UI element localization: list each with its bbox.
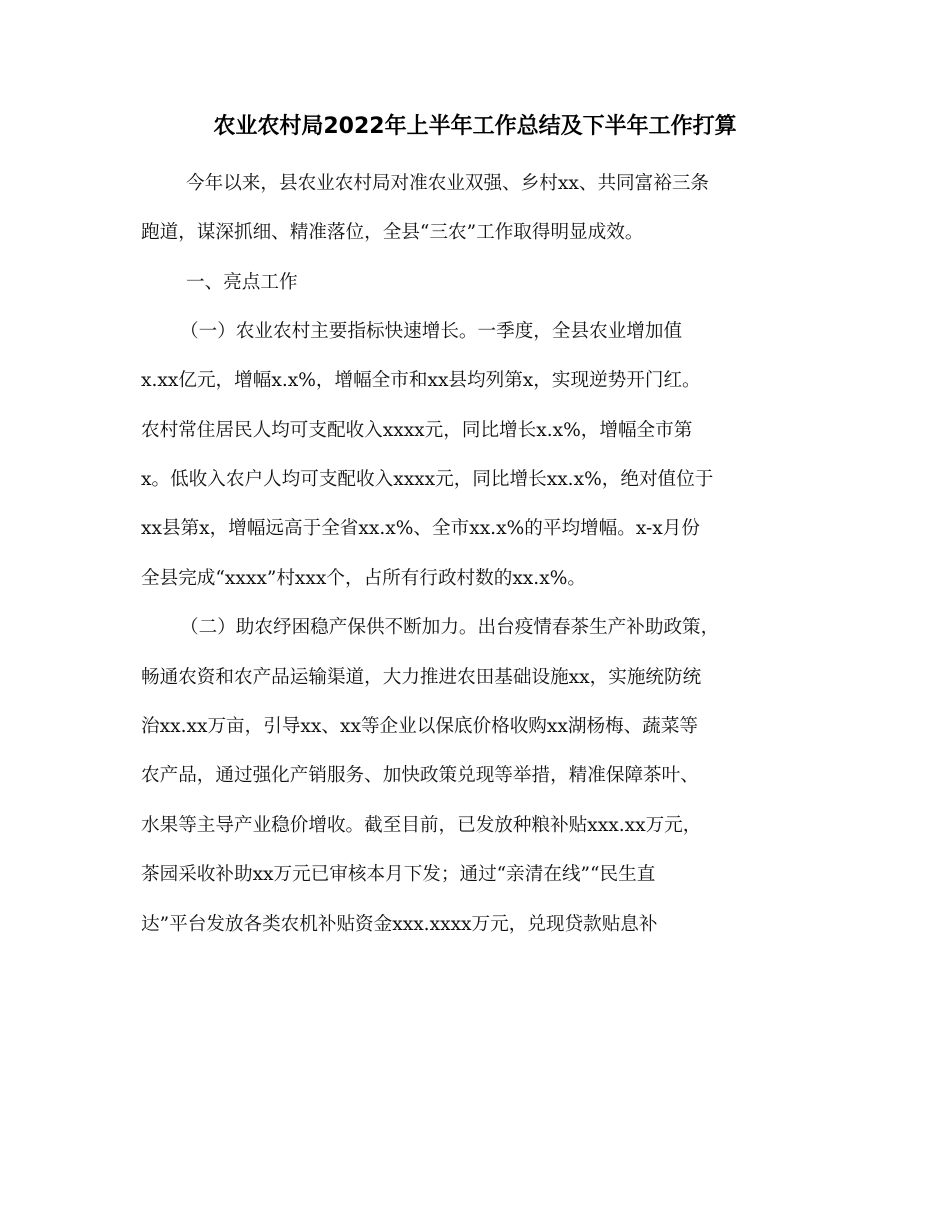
paragraph-line: 畅通农资和农产品运输渠道，大力推进农田基础设施xx，实施统防统 [141,667,702,688]
paragraph-line: 农村常住居民人均可支配收入xxxx元，同比增长x.x%，增幅全市第 [141,420,693,441]
paragraph-line: 治xx.xx万亩，引导xx、xx等企业以保底价格收购xx湖杨梅、蔬菜等 [141,716,699,737]
paragraph-line: （二）助农纾困稳产保供不断加力。出台疫情春茶生产补助政策， [180,617,720,638]
section-heading: 一、亮点工作 [186,272,298,293]
paragraph-line: 今年以来，县农业农村局对准农业双强、乡村xx、共同富裕三条 [186,173,710,194]
paragraph-line: x。低收入农户人均可支配收入xxxx元，同比增长xx.x%，绝对值位于 [141,469,714,490]
paragraph-line: 全县完成“xxxx”村xxx个，占所有行政村数的xx.x%。 [141,568,586,589]
paragraph-line: 农产品，通过强化产销服务、加快政策兑现等举措，精准保障茶叶、 [141,765,699,786]
paragraph-line: 达”平台发放各类农机补贴资金xxx.xxxx万元，兑现贷款贴息补 [141,914,658,935]
paragraph-line: 跑道，谋深抓细、精准落位，全县“三农”工作取得明显成效。 [141,222,644,243]
paragraph-line: （一）农业农村主要指标快速增长。一季度，全县农业增加值 [180,321,683,342]
document-title: 农业农村局2022年上半年工作总结及下半年工作打算 [213,114,737,139]
paragraph-line: 水果等主导产业稳价增收。截至目前，已发放种粮补贴xxx.xx万元， [141,815,702,836]
paragraph-line: xx县第x，增幅远高于全省xx.x%、全市xx.x%的平均增幅。x-x月份 [141,518,700,539]
paragraph-line: 茶园采收补助xx万元已审核本月下发；通过“亲清在线”“民生直 [141,864,656,885]
paragraph-line: x.xx亿元，增幅x.x%，增幅全市和xx县均列第x，实现逆势开门红。 [141,370,701,391]
